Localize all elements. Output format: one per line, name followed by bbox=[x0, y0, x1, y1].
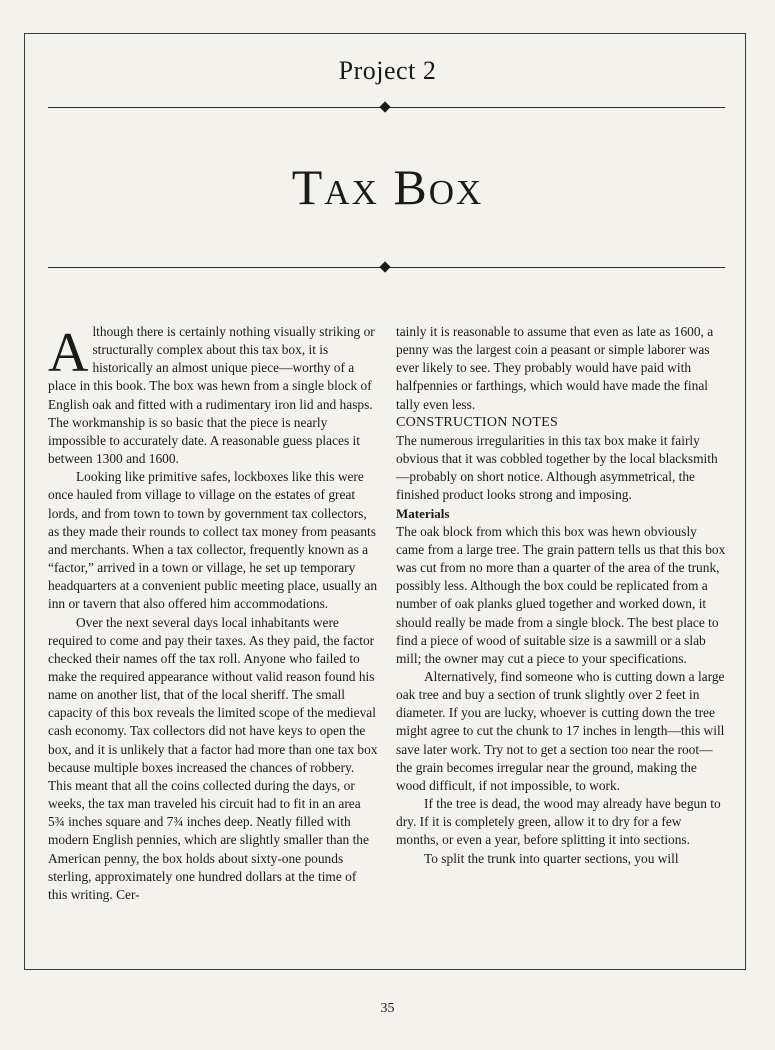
body-paragraph: Alternatively, find someone who is cutting down a large oak tree and buy a section of trunk slightly over 2 feet in diameter. If you are lucky, whoever is cutting down the tree might agree to cut the chunk to 17 inches in length—this will save later work. Try not to get a section too near the root—the grain becomes irregular near the ground, making the wood difficult, if not impossible, to work. bbox=[396, 668, 725, 793]
title-text: Tax Box bbox=[291, 159, 484, 215]
body-paragraph: The oak block from which this box was hewn obviously came from a large tree. The grain pattern tells us that this box was cut from no more than a quarter of the area of the trunk, possibly less. Although the box could be replicated from a number of oak planks glued together and worked down, it should really be made from a single block. The best place to find a piece of wood of suitable size is a sawmill or a slab mill; the owner may cut a piece to your specifications. bbox=[396, 523, 726, 666]
page-title bbox=[0, 158, 775, 216]
left-column bbox=[48, 323, 378, 904]
body-paragraph: Looking like primitive safes, lockboxes like this were once hauled from village to village on the estates of great lords, and from town to town by government tax collectors, as they made their rounds to collect tax money from peasants and merchants. When a tax collector, frequently known as a “factor,” arrived in a town or village, he set up temporary headquarters at a convenient public meeting place, usually an inn or tavern that also offered him accommodations. bbox=[48, 469, 378, 612]
intro-text: lthough there is certainly nothing visually striking or structurally complex about this tax box, it is historically an almost unique piece—worthy of a place in this book. The box was hewn from a single block of English oak and fitted with a rudimentary iron lid and hasps. The workmanship is so basic that the piece is nearly impossible to accurately date. A reasonable guess places it between 1300 and 1600. bbox=[48, 324, 375, 467]
body-paragraph: The numerous irregularities in this tax box make it fairly obvious that it was cobbled together by the local blacksmith—probably on short notice. Although asymmetrical, the finished product looks strong and imposing. bbox=[396, 432, 718, 503]
body-paragraph: Over the next several days local inhabitants were required to come and pay their taxes. As they paid, the factor checked their names off the tax roll. Anyone who failed to make the required appearance without valid reason found his name on another list, that of the local sheriff. The small capacity of this box reveals the limited scope of the medieval cash economy. Tax collectors did not have keys to open the box, and it is unlikely that a factor had more than one tax box because multiple boxes increased the chances of robbery. This meant that all the coins collected during the days, or weeks, the tax man traveled his circuit had to fit in an area 5¾ inches square and 7¾ inches deep. Neatly filled with modern English pennies, which are slightly smaller than the American penny, the box holds about sixty-one pounds sterling, approximately one hundred dollars at the time of this writing. Cer- bbox=[48, 614, 378, 902]
body-paragraph: tainly it is reasonable to assume that even as late as 1600, a penny was the largest coin a peasant or simple laborer was ever likely to see. They probably would have paid with halfpennies or farthings, which would have made the final tally even less. bbox=[396, 324, 714, 412]
page-number: 35 bbox=[380, 1001, 395, 1016]
subsection-heading: Materials bbox=[396, 505, 450, 521]
intro-paragraph bbox=[48, 323, 378, 468]
project-label: Project 2 bbox=[338, 56, 437, 85]
right-column bbox=[396, 323, 726, 868]
body-paragraph: To split the trunk into quarter sections, you will bbox=[424, 850, 679, 866]
drop-cap: A bbox=[48, 322, 89, 384]
body-paragraph: If the tree is dead, the wood may already have begun to dry. If it is completely green, allow it to dry for a few months, or even a year, before splitting it into sections. bbox=[396, 796, 721, 848]
section-heading: CONSTRUCTION NOTES bbox=[396, 414, 559, 430]
